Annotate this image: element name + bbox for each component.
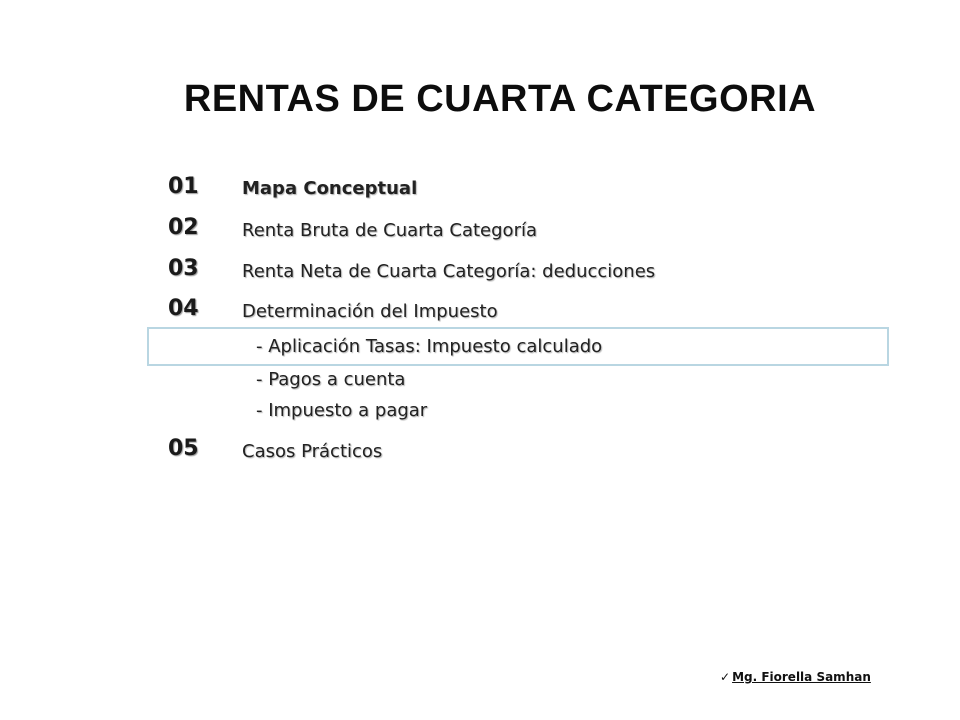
author-name: Mg. Fiorella Samhan <box>732 670 871 684</box>
section-number: 03 <box>168 256 199 281</box>
section-label: Determinación del Impuesto <box>242 301 498 322</box>
check-icon: ✓ <box>720 670 731 684</box>
section-label: Renta Neta de Cuarta Categoría: deducciones <box>242 261 656 282</box>
section-number: 04 <box>168 296 199 321</box>
section-number: 01 <box>168 174 199 199</box>
subitem-tasas: - Aplicación Tasas: Impuesto calculado <box>256 336 603 357</box>
section-number: 05 <box>168 436 199 461</box>
section-label: Mapa Conceptual <box>242 178 418 199</box>
section-label: Casos Prácticos <box>242 441 383 462</box>
section-number: 02 <box>168 215 199 240</box>
subitem-impuesto: - Impuesto a pagar <box>256 400 428 421</box>
author-credit <box>720 670 871 684</box>
subitem-pagos: - Pagos a cuenta <box>256 369 406 390</box>
section-label: Renta Bruta de Cuarta Categoría <box>242 220 537 241</box>
page-title: RENTAS DE CUARTA CATEGORIA <box>183 78 817 120</box>
